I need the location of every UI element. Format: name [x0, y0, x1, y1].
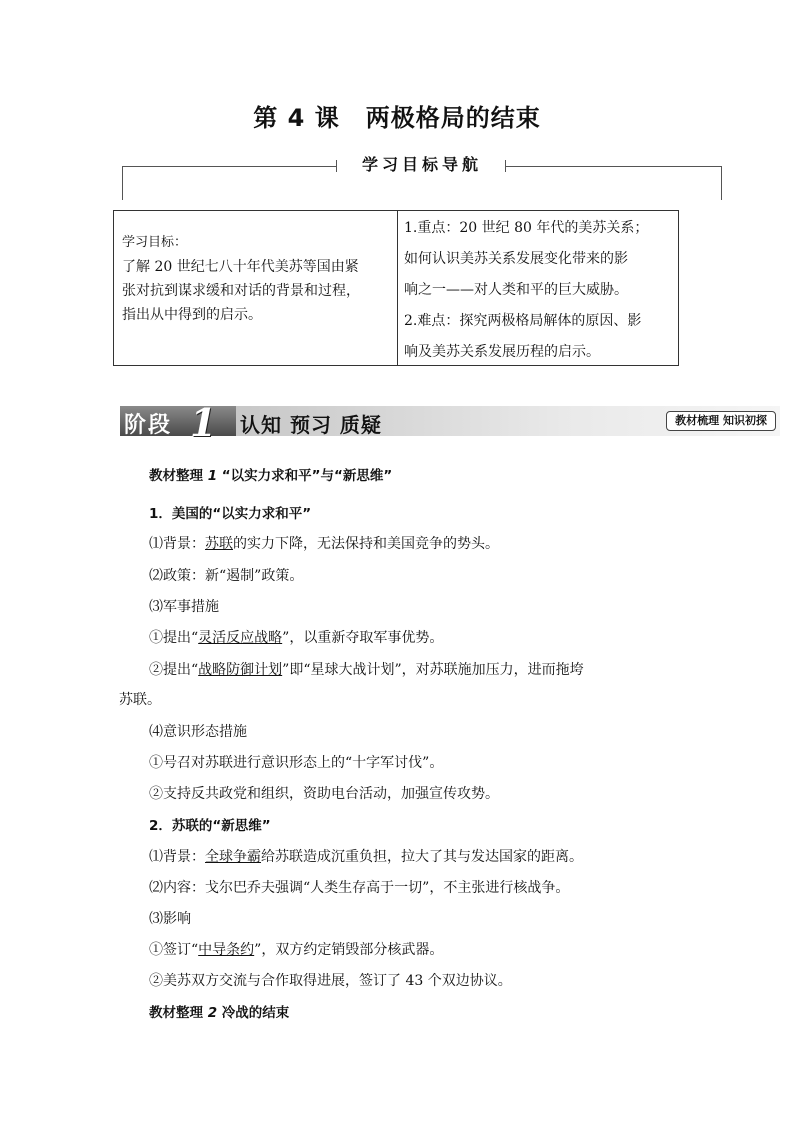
key-point-line: 响及美苏关系发展历程的启示。 — [404, 344, 600, 360]
key-point-line: 2.难点：探究两极格局解体的原因、影 — [404, 313, 642, 329]
key-point-line: 如何认识美苏关系发展变化带来的影 — [404, 251, 628, 267]
lesson-number: 第 4 课 — [253, 104, 340, 132]
objectives-head: 学习目标： — [122, 235, 188, 250]
text-line: ②提出“战略防御计划”即“星球大战计划”，对苏联施加压力，进而拖垮 — [149, 662, 584, 678]
text-line: ②支持反共政党和组织，资助电台活动，加强宣传攻势。 — [149, 786, 499, 802]
objective-line: 指出从中得到的启示。 — [122, 307, 262, 323]
text-line: ①签订“中导条约”，双方约定销毁部分核武器。 — [149, 942, 444, 958]
text-line: ⑶军事措施 — [149, 599, 219, 615]
stage-title: 认知 预习 质疑 — [240, 413, 382, 437]
text-line: 苏联。 — [119, 692, 161, 708]
text-line: ①提出“灵活反应战略”，以重新夺取军事优势。 — [149, 630, 444, 646]
lesson-name: 两极格局的结束 — [365, 104, 541, 132]
section-header-label: 学习目标导航 — [361, 155, 482, 174]
section-heading-1: 教材整理 1 “以实力求和平”与“新思维” — [149, 468, 393, 484]
objective-line: 张对抗到谋求缓和对话的背景和过程， — [122, 283, 360, 299]
text-line: ⑶影响 — [149, 911, 191, 927]
objectives-cell — [122, 231, 390, 327]
text-line: ⑴背景：全球争霸给苏联造成沉重负担，拉大了其与发达国家的距离。 — [149, 849, 583, 865]
section-header — [122, 155, 722, 200]
stage-label: 阶段 — [124, 413, 173, 438]
objectives-table — [113, 210, 679, 366]
objective-line: 了解 20 世纪七八十年代美苏等国由紧 — [122, 259, 359, 275]
page-title — [0, 98, 794, 133]
subheading: 1．美国的“以实力求和平” — [149, 506, 312, 522]
stage-tag: 教材梳理 知识初探 — [666, 411, 776, 431]
text-line: ⑴背景：苏联的实力下降，无法保持和美国竞争的势头。 — [149, 536, 499, 552]
stage-banner — [120, 400, 780, 445]
section-heading-2: 教材整理 2 冷战的结束 — [149, 1005, 290, 1021]
text-line: ⑵内容：戈尔巴乔夫强调“人类生存高于一切”，不主张进行核战争。 — [149, 880, 570, 896]
key-points-cell — [404, 213, 676, 368]
text-line: ⑵政策：新“遏制”政策。 — [149, 568, 304, 584]
key-point-line: 1.重点：20 世纪 80 年代的美苏关系； — [404, 220, 649, 236]
stage-number: 1 — [190, 400, 217, 445]
text-line: ①号召对苏联进行意识形态上的“十字军讨伐”。 — [149, 755, 444, 771]
subheading: 2．苏联的“新思维” — [149, 818, 271, 834]
text-line: ②美苏双方交流与合作取得进展，签订了 43 个双边协议。 — [149, 973, 512, 989]
text-line: ⑷意识形态措施 — [149, 724, 247, 740]
key-point-line: 响之一——对人类和平的巨大威胁。 — [404, 282, 628, 298]
